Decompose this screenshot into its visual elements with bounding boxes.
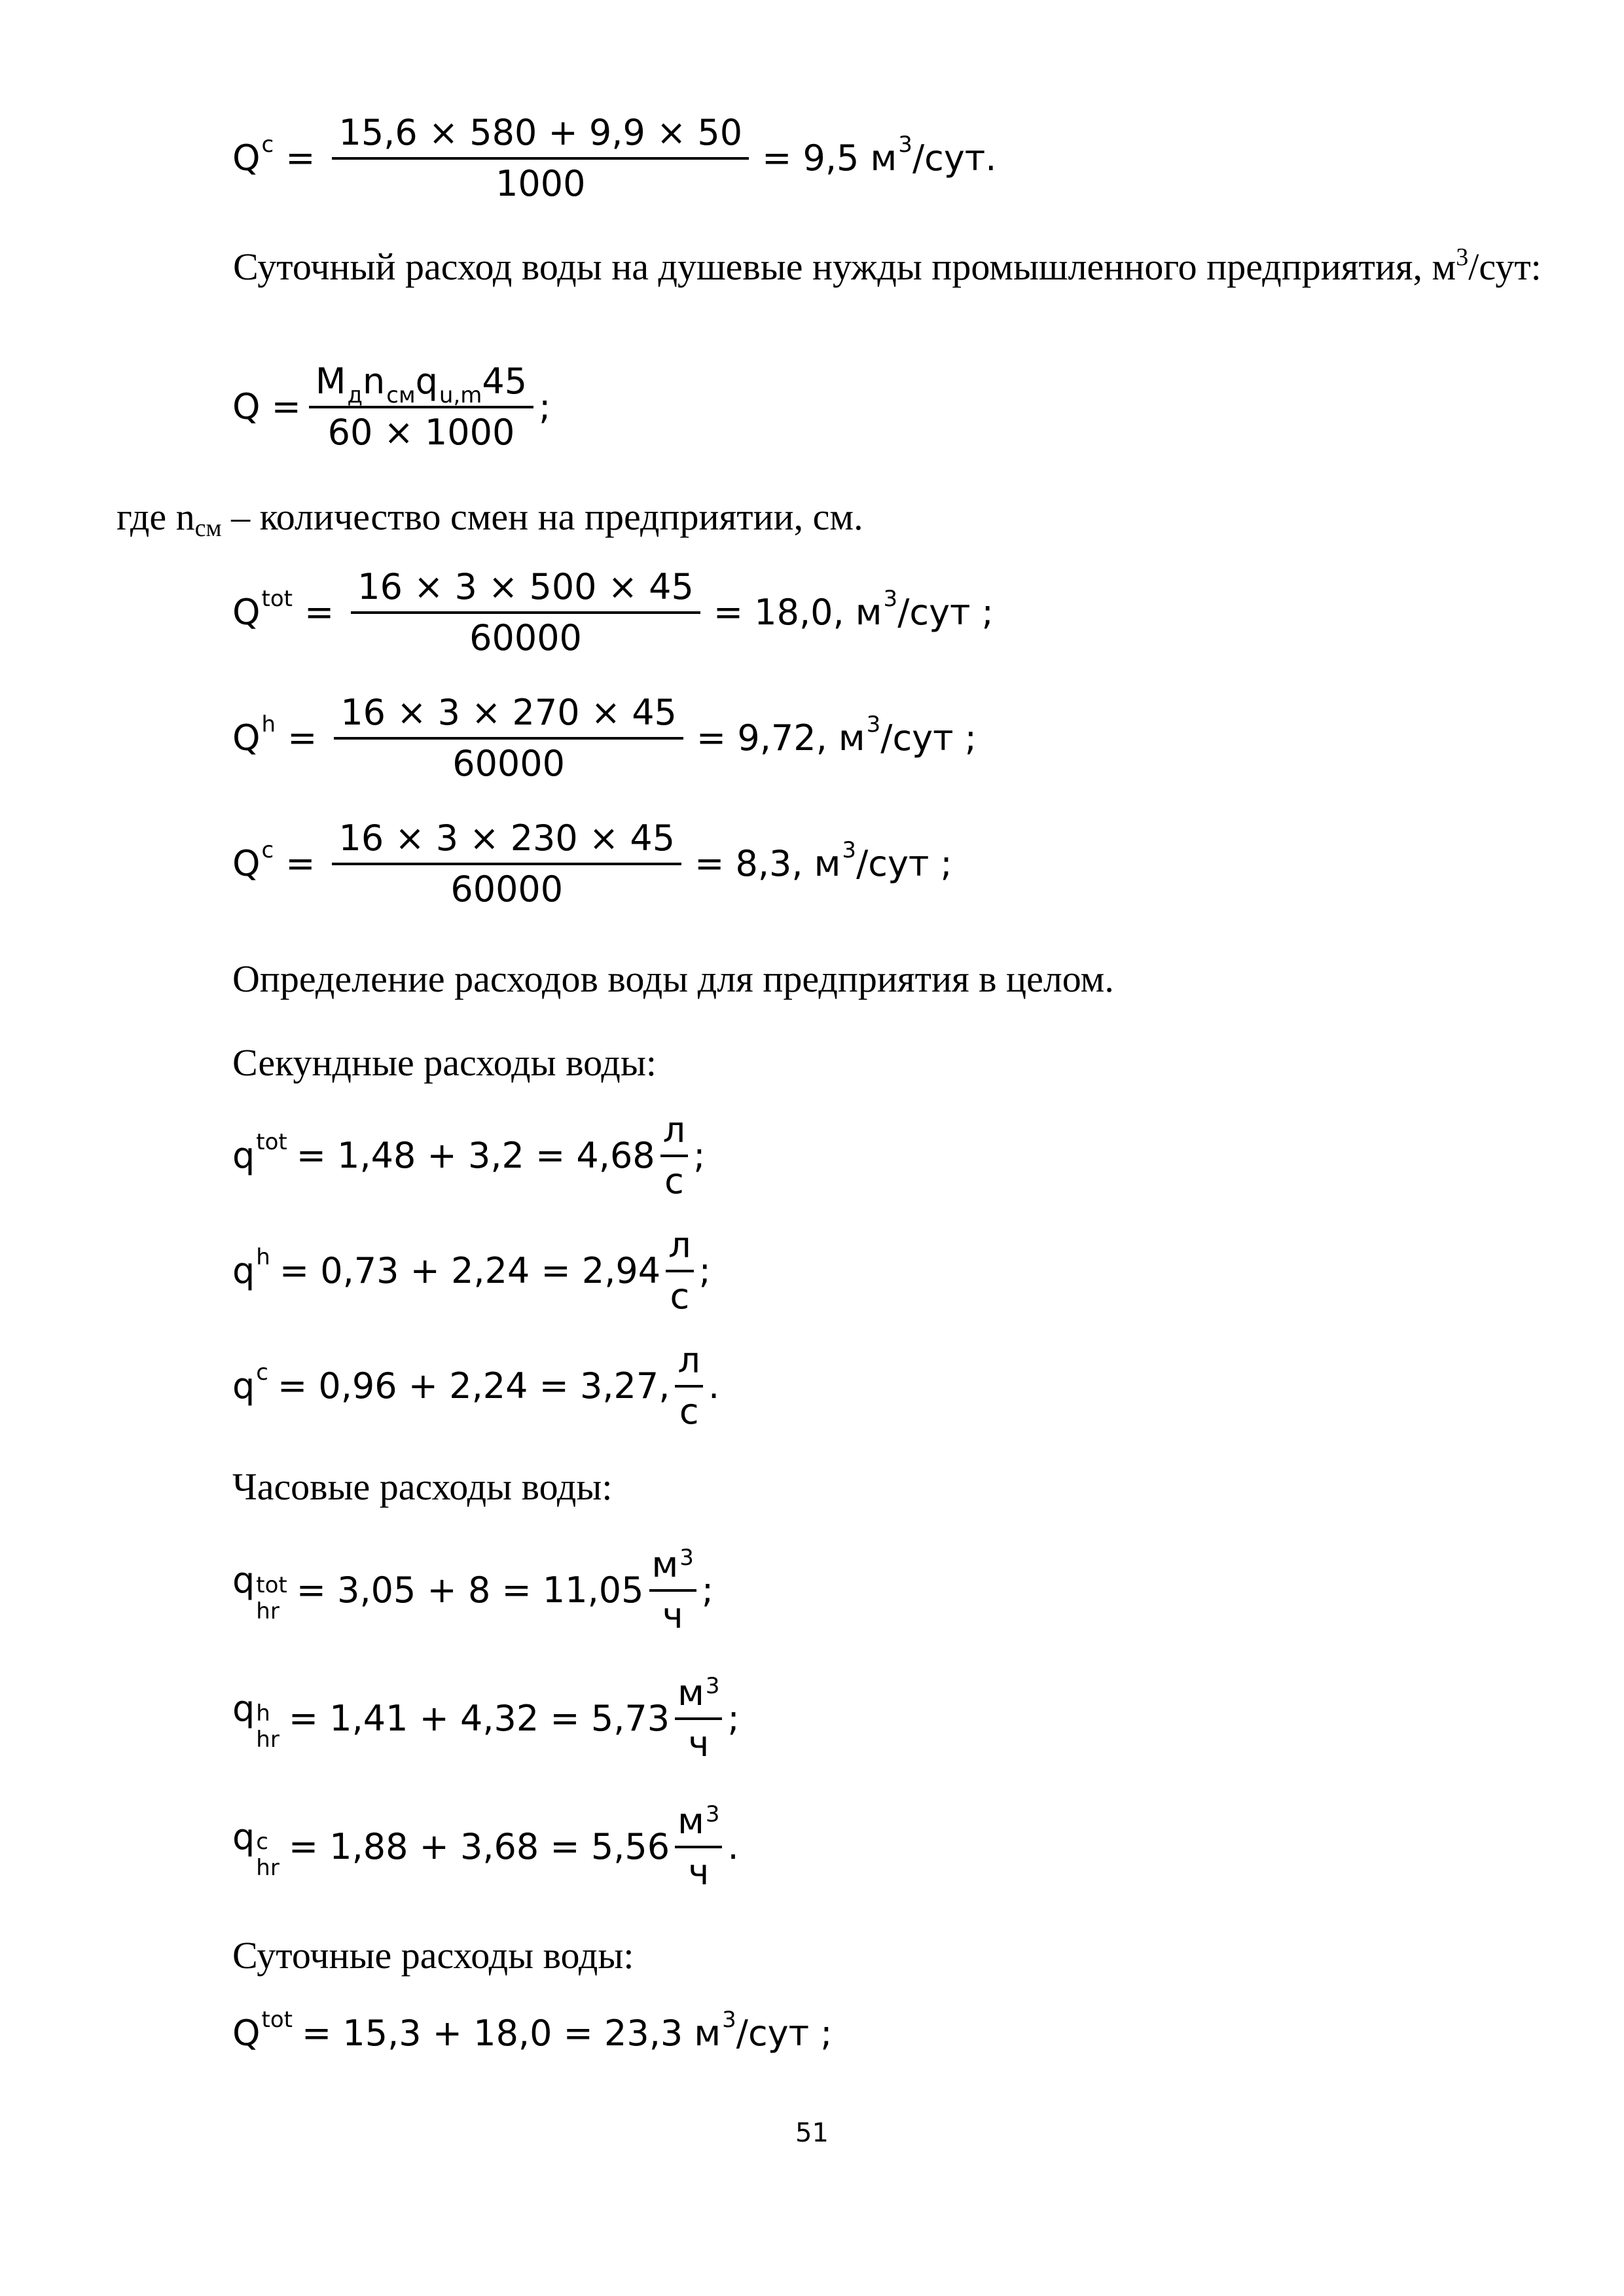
result: = 9,5 $м^3$/сут. bbox=[762, 132, 997, 179]
unit-numerator: л bbox=[662, 1109, 686, 1151]
formula-q-h bbox=[232, 1225, 711, 1317]
numerator: 16 × 3 × 500 × 45 bbox=[357, 566, 694, 607]
fraction bbox=[332, 817, 681, 910]
unit-denominator: ч bbox=[688, 1852, 710, 1893]
unit-fraction bbox=[649, 1544, 696, 1636]
unit-numerator: $м^3$ bbox=[677, 1672, 720, 1713]
formula-qc-shower bbox=[232, 817, 952, 910]
unit-fraction bbox=[660, 1109, 689, 1202]
unit-numerator: $м^3$ bbox=[651, 1544, 694, 1585]
unit-numerator: л bbox=[668, 1225, 691, 1266]
formula-lhs: $Q^{tot}$ bbox=[232, 586, 293, 633]
formula-body: = 1,48 + 3,2 = 4,68 bbox=[296, 1135, 655, 1176]
formula-qhr-tot bbox=[232, 1544, 714, 1636]
result: = 8,3, $м^3$/сут ; bbox=[695, 837, 952, 884]
formula-tail: ; bbox=[698, 1250, 711, 1291]
formula-lhs: q tot hr bbox=[232, 1559, 287, 1624]
page-number: 51 bbox=[795, 2118, 829, 2148]
formula-qhr-h bbox=[232, 1672, 740, 1765]
formula-qh-shower bbox=[232, 692, 977, 784]
unit-denominator: с bbox=[670, 1276, 690, 1317]
fraction bbox=[332, 112, 749, 204]
denominator: 60 × 1000 bbox=[327, 412, 515, 453]
denominator: 60000 bbox=[469, 617, 582, 658]
result: = 9,72, $м^3$/сут ; bbox=[696, 711, 977, 759]
heading-hours: Часовые расходы воды: bbox=[232, 1465, 613, 1508]
formula-qhr-c bbox=[232, 1801, 739, 1893]
heading-enterprise: Определение расходов воды для предприятия в целом. bbox=[232, 958, 1114, 1000]
unit-numerator: л bbox=[677, 1340, 700, 1381]
fraction bbox=[309, 361, 533, 453]
formula-tail: . bbox=[727, 1826, 739, 1867]
denominator: 60000 bbox=[450, 869, 564, 910]
numerator: 16 × 3 × 230 × 45 bbox=[338, 817, 676, 859]
numerator: 15,6 × 580 + 9,9 × 50 bbox=[338, 112, 743, 153]
formula-body: = 3,05 + 8 = 11,05 bbox=[296, 1570, 644, 1611]
formula-tail: . bbox=[708, 1365, 720, 1407]
formula-qtot-shower bbox=[232, 566, 994, 658]
paragraph-shower-intro: Суточный расход воды на душевые нужды промышленного предприятия, $м^3$/сут: bbox=[233, 243, 1542, 288]
unit-denominator: ч bbox=[662, 1595, 683, 1636]
formula-lhs: $Q^c$ bbox=[232, 132, 274, 179]
formula-q-tot bbox=[232, 1109, 706, 1202]
paragraph-where: где nсм – количество смен на предприятии, см. bbox=[117, 495, 863, 542]
formula-tail: ; bbox=[701, 1570, 714, 1611]
formula-lhs: q h hr bbox=[232, 1687, 280, 1753]
formula-body: = 0,73 + 2,24 = 2,94 bbox=[279, 1250, 661, 1291]
denominator: 60000 bbox=[452, 743, 566, 784]
formula-Q-tot-daily bbox=[232, 2007, 833, 2054]
formula-tail: ; bbox=[727, 1698, 740, 1739]
formula-lhs: Q = bbox=[232, 386, 301, 427]
formula-lhs: $q^c$ bbox=[232, 1359, 268, 1407]
formula-lhs: $q^h$ bbox=[232, 1244, 270, 1291]
formula-lhs: $q^{tot}$ bbox=[232, 1129, 287, 1176]
equals-sign: = bbox=[304, 592, 334, 633]
formula-body: = 1,41 + 4,32 = 5,73 bbox=[288, 1698, 670, 1739]
equals-sign: = bbox=[285, 843, 316, 884]
unit-denominator: с bbox=[679, 1391, 699, 1432]
numerator: 16 × 3 × 270 × 45 bbox=[340, 692, 677, 733]
unit-fraction bbox=[675, 1801, 722, 1893]
formula-lhs: $Q^c$ bbox=[232, 837, 274, 884]
formula-tail: ; bbox=[693, 1135, 706, 1176]
unit-fraction bbox=[675, 1340, 703, 1432]
equals-sign: = bbox=[287, 717, 317, 759]
numerator: $M_дn_{см}q_{u,m}45$ bbox=[315, 361, 528, 408]
formula-body: = 1,88 + 3,68 = 5,56 bbox=[288, 1826, 670, 1867]
denominator: 1000 bbox=[496, 163, 586, 204]
formula-lhs: $Q^{tot}$ bbox=[232, 2007, 293, 2054]
heading-seconds: Секундные расходы воды: bbox=[232, 1041, 657, 1084]
fraction bbox=[351, 566, 700, 658]
heading-daily: Суточные расходы воды: bbox=[232, 1934, 634, 1977]
formula-q-c bbox=[232, 1340, 720, 1432]
formula-tail: ; bbox=[539, 386, 551, 427]
formula-qc-daily bbox=[232, 112, 997, 204]
formula-body: = 15,3 + 18,0 = 23,3 $м^3$/сут ; bbox=[301, 2007, 833, 2054]
unit-numerator: $м^3$ bbox=[677, 1801, 720, 1842]
formula-body: = 0,96 + 2,24 = 3,27, bbox=[277, 1365, 670, 1407]
unit-denominator: ч bbox=[688, 1723, 710, 1765]
unit-denominator: с bbox=[664, 1160, 684, 1202]
fraction bbox=[334, 692, 683, 784]
unit-fraction bbox=[675, 1672, 722, 1765]
equals-sign: = bbox=[285, 137, 316, 179]
formula-shower-general bbox=[232, 361, 551, 453]
unit-fraction bbox=[666, 1225, 694, 1317]
formula-lhs: q c hr bbox=[232, 1816, 280, 1881]
formula-lhs: $Q^h$ bbox=[232, 711, 276, 759]
result: = 18,0, $м^3$/сут ; bbox=[713, 586, 994, 633]
